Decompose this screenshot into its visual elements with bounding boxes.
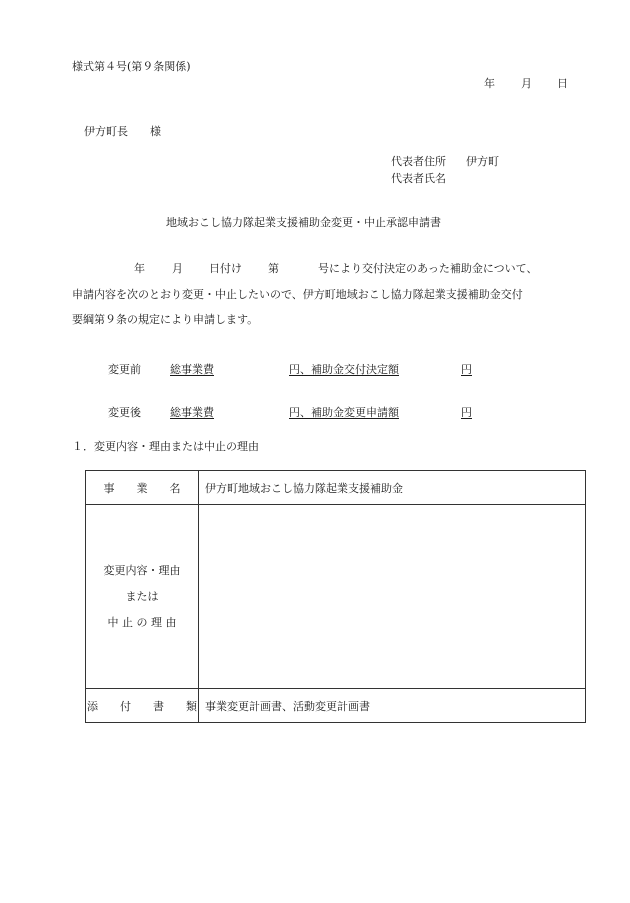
body-year: 年 [134, 262, 145, 275]
reason-label-line-2: または [125, 589, 159, 603]
after-yen-2: 円 [461, 406, 472, 419]
applicant-address-label: 代表者住所 [391, 155, 446, 168]
attachments-value: 事業変更計画書、活動変更計画書 [199, 689, 586, 723]
reason-value [199, 505, 586, 689]
body-line1-rest: 号により交付決定のあった補助金について、 [318, 262, 538, 275]
after-total-label: 総事業費 [170, 406, 214, 419]
reason-label [86, 505, 199, 689]
before-yen-2: 円 [461, 363, 472, 376]
project-name-value: 伊方町地域おこし協力隊起業支援補助金 [199, 471, 586, 505]
date-year-label: 年 [484, 77, 495, 90]
table-row [86, 471, 586, 505]
document-title: 地域おこし協力隊起業支援補助金変更・中止承認申請書 [166, 216, 441, 229]
before-amount-line [170, 363, 482, 377]
table-row [86, 689, 586, 723]
date-month-label: 月 [521, 77, 532, 90]
after-label: 変更後 [108, 406, 141, 419]
after-amount-line [170, 406, 482, 420]
section-1-heading: １．変更内容・理由または中止の理由 [72, 440, 259, 453]
after-yen-1: 円、補助金変更申請額 [289, 406, 399, 419]
before-label: 変更前 [108, 363, 141, 376]
change-details-table [85, 470, 586, 723]
addressee: 伊方町長 様 [84, 125, 161, 138]
before-total-label: 総事業費 [170, 363, 214, 376]
applicant-name-label: 代表者氏名 [391, 172, 446, 185]
body-month: 月 [172, 262, 183, 275]
form-number: 様式第４号(第９条関係) [72, 60, 191, 73]
before-yen-1: 円、補助金交付決定額 [289, 363, 399, 376]
reason-label-line-3: 中 止 の 理 由 [107, 615, 177, 629]
attachments-label: 添 付 書 類 [86, 689, 199, 723]
reason-label-line-1: 変更内容・理由 [103, 563, 181, 577]
table-row [86, 505, 586, 689]
body-line3: 要綱第９条の規定により申請します。 [72, 313, 259, 326]
applicant-address-value: 伊方町 [466, 155, 499, 168]
body-number-prefix: 第 [268, 262, 279, 275]
project-name-label: 事 業 名 [86, 471, 199, 505]
date-day-label: 日 [557, 77, 568, 90]
body-day-suffix: 日付け [209, 262, 242, 275]
body-line2: 申請内容を次のとおり変更・中止したいので、伊方町地域おこし協力隊起業支援補助金交付 [72, 288, 523, 301]
